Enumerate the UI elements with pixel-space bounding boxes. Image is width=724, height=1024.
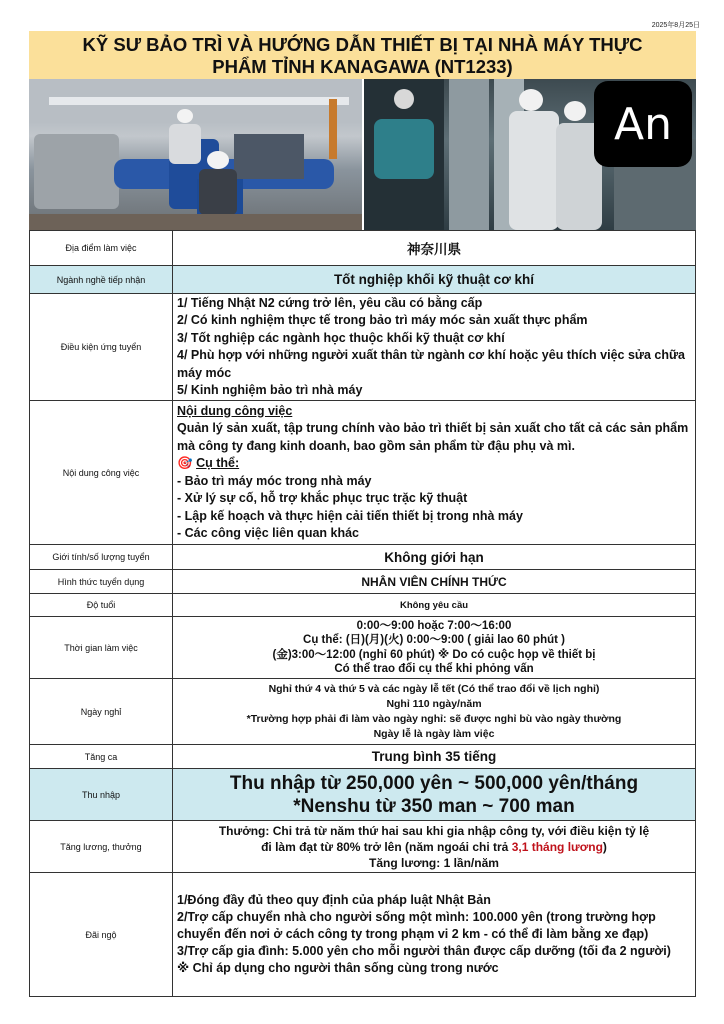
job-info-table bbox=[29, 230, 696, 997]
row-type bbox=[30, 570, 696, 594]
value-income bbox=[173, 769, 696, 821]
value-field: Tốt nghiệp khối kỹ thuật cơ khí bbox=[173, 266, 696, 294]
row-gender bbox=[30, 545, 696, 570]
condition-item: 5/ Kinh nghiệm bảo trì nhà máy bbox=[177, 383, 363, 397]
raise-line-2-end: ) bbox=[602, 839, 607, 854]
condition-item: 2/ Có kinh nghiệm thực tế trong bảo trì máy móc sản xuất thực phẩm bbox=[177, 313, 588, 327]
page-title bbox=[29, 31, 696, 79]
job-detail-item: - Xử lý sự cố, hỗ trợ khắc phục trục trặc kỹ thuật bbox=[177, 491, 468, 505]
label-hours: Thời gian làm việc bbox=[30, 617, 173, 679]
row-holidays bbox=[30, 679, 696, 745]
label-conditions: Điều kiện ứng tuyển bbox=[30, 294, 173, 401]
value-hours bbox=[173, 617, 696, 679]
holiday-line: Ngày lễ là ngày làm việc bbox=[373, 727, 495, 740]
label-location: Địa điểm làm việc bbox=[30, 231, 173, 266]
row-hours bbox=[30, 617, 696, 679]
bonus-amount: 3,1 tháng lương bbox=[511, 839, 603, 854]
row-overtime bbox=[30, 745, 696, 769]
label-income: Thu nhập bbox=[30, 769, 173, 821]
condition-item: 3/ Tốt nghiệp các ngành học thuộc khối kỹ thuật cơ khí bbox=[177, 330, 505, 345]
label-job: Nội dung công việc bbox=[30, 401, 173, 545]
label-raise: Tăng lương, thưởng bbox=[30, 821, 173, 873]
hours-line: Cụ thể: (日)(月)(火) 0:00～9:00 ( giải lao 60 phút ) bbox=[303, 634, 565, 646]
hours-line: (金)3:00～12:00 (nghỉ 60 phút) ※ Do có cuộc họp về thiết bị bbox=[272, 648, 596, 661]
holiday-line: *Trường hợp phải đi làm vào ngày nghỉ: sẽ được nghỉ bù vào ngày thường bbox=[246, 712, 622, 725]
label-holidays: Ngày nghỉ bbox=[30, 679, 173, 745]
value-location: 神奈川県 bbox=[173, 231, 696, 266]
benefit-item: ※ Chỉ áp dụng cho người thân sống cùng trong nước bbox=[177, 961, 499, 975]
row-location bbox=[30, 231, 696, 266]
job-detail-item: - Lập kế hoạch và thực hiện cải tiến thiết bị trong nhà máy bbox=[177, 508, 523, 523]
value-gender: Không giới hạn bbox=[173, 545, 696, 570]
label-type: Hình thức tuyển dụng bbox=[30, 570, 173, 594]
label-overtime: Tăng ca bbox=[30, 745, 173, 769]
income-line-2: *Nenshu từ 350 man ~ 700 man bbox=[293, 795, 575, 817]
label-gender: Giới tính/số lượng tuyển bbox=[30, 545, 173, 570]
value-age: Không yêu cầu bbox=[173, 594, 696, 617]
value-benefits bbox=[173, 873, 696, 997]
value-conditions bbox=[173, 294, 696, 401]
label-field: Ngành nghề tiếp nhận bbox=[30, 266, 173, 294]
value-holidays bbox=[173, 679, 696, 745]
row-benefits bbox=[30, 873, 696, 997]
value-raise bbox=[173, 821, 696, 873]
raise-line-3: Tăng lương: 1 lần/năm bbox=[369, 855, 499, 870]
row-job bbox=[30, 401, 696, 545]
condition-item: 4/ Phù hợp với những người xuất thân từ ngành cơ khí hoặc yêu thích việc sửa chữa máy móc bbox=[177, 348, 685, 380]
row-age bbox=[30, 594, 696, 617]
factory-photo-left bbox=[29, 79, 362, 230]
benefit-item: 3/Trợ cấp gia đình: 5.000 yên cho mỗi người thân được cấp dưỡng (tối đa 2 người) bbox=[177, 944, 671, 958]
row-income bbox=[30, 769, 696, 821]
job-detail-item: - Bảo trì máy móc trong nhà máy bbox=[177, 473, 372, 488]
holiday-line: Nghỉ 110 ngày/năm bbox=[386, 697, 482, 710]
target-icon: 🎯 bbox=[177, 456, 193, 470]
job-heading: Nội dung công việc bbox=[177, 403, 293, 418]
date-stamp: 2025年8月25日 bbox=[651, 22, 700, 29]
title-line-1: KỸ SƯ BẢO TRÌ VÀ HƯỚNG DẪN THIẾT BỊ TẠI NHÀ MÁY THỰC bbox=[82, 34, 643, 55]
raise-line-2-text: đi làm đạt từ 80% trở lên (năm ngoái chi trả bbox=[261, 839, 512, 854]
label-benefits: Đãi ngộ bbox=[30, 873, 173, 997]
hours-line: 0:00～9:00 hoặc 7:00～16:00 bbox=[356, 619, 512, 632]
job-description: Quản lý sản xuất, tập trung chính vào bảo trì thiết bị sản xuất cho tất cả các sản phẩm mà công ty đang kinh doanh, bao gồm sản phẩm từ đậu phụ và mì. bbox=[177, 421, 689, 453]
job-detail-header bbox=[177, 455, 695, 473]
title-line-2: PHẨM TỈNH KANAGAWA (NT1233) bbox=[212, 56, 513, 77]
benefit-item: 2/Trợ cấp chuyển nhà cho người sống một mình: 100.000 yên (trong trường hợp chuyển đến nơi ở cách công ty trong phạm vi 2 km - có thể đi làm bằng xe đạp) bbox=[177, 910, 656, 941]
income-line-1: Thu nhập từ 250,000 yên ~ 500,000 yên/tháng bbox=[229, 772, 639, 794]
company-logo: An bbox=[594, 81, 692, 167]
hours-line: Có thể trao đổi cụ thể khi phỏng vấn bbox=[334, 663, 534, 675]
label-age: Độ tuổi bbox=[30, 594, 173, 617]
row-raise bbox=[30, 821, 696, 873]
value-overtime: Trung bình 35 tiếng bbox=[173, 745, 696, 769]
condition-item: 1/ Tiếng Nhật N2 cứng trở lên, yêu cầu có bằng cấp bbox=[177, 295, 483, 310]
holiday-line: Nghỉ thứ 4 và thứ 5 và các ngày lễ tết (Có thể trao đổi về lịch nghỉ) bbox=[268, 682, 600, 695]
value-job bbox=[173, 401, 696, 545]
value-type: NHÂN VIÊN CHÍNH THỨC bbox=[173, 570, 696, 594]
header-photos bbox=[29, 79, 696, 230]
benefit-item: 1/Đóng đầy đủ theo quy định của pháp luật Nhật Bản bbox=[177, 893, 491, 907]
row-field bbox=[30, 266, 696, 294]
raise-line-2 bbox=[173, 839, 695, 855]
raise-line-1: Thưởng: Chi trả từ năm thứ hai sau khi gia nhập công ty, với điều kiện tỷ lệ bbox=[218, 823, 650, 838]
job-detail-item: - Các công việc liên quan khác bbox=[177, 526, 360, 540]
row-conditions bbox=[30, 294, 696, 401]
job-detail-label: Cụ thể: bbox=[196, 456, 240, 470]
